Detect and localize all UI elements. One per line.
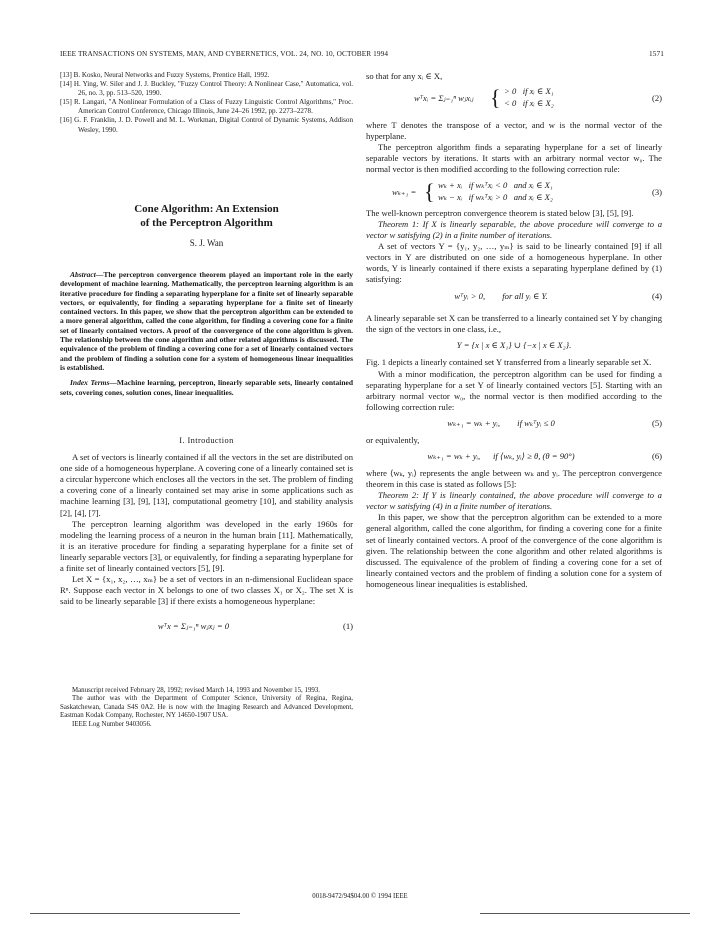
footnote-received: Manuscript received February 28, 1992; revised March 14, 1993 and November 15, 1993. <box>72 687 320 694</box>
reference-14: [14] H. Ying, W. Siler and J. J. Buckley, "Fuzzy Control Theory: A Nonlinear Case," Automatica, vol. 26, no. 3, pp. 513–520, 1990. <box>60 80 353 98</box>
abstract-label: Abstract— <box>70 270 104 279</box>
intro-paragraph-1: A set of vectors is linearly contained if all the vectors in the set are distributed on one side of a homogeneous hyperplane. A covering cone of a linearly contained set is a circular hypercone which encloses all the vectors in the set. The problem of finding a covering cone of a linearly contained set may arise in some applications such as machine learning [3], [9], [13], computational geometry [10], and stability analysis [2], [4], [7]. <box>60 452 353 518</box>
equation-4-number: (4) <box>651 291 662 302</box>
equation-4-body: wᵀyᵢ > 0, for all yᵢ ∈ Y. <box>454 291 548 302</box>
equation-2-left: wᵀxᵢ = Σⱼ₌₁ⁿ wⱼxᵢⱼ <box>414 93 474 104</box>
abstract-block <box>60 270 353 397</box>
equation-4 <box>366 285 662 309</box>
theorem-1-text: If X is linearly separable, the above procedure will converge to a vector w satisfying (2) in a finite number of iterations. <box>366 218 662 240</box>
paper-title-line-1: Cone Algorithm: An Extension <box>134 203 279 215</box>
paper-title-line-2: of the Perceptron Algorithm <box>140 216 273 229</box>
equation-3-brace: { <box>424 178 435 204</box>
right-paragraph-10: where ⟨wₖ, yᵢ⟩ represents the angle between wₖ and yᵢ. The perceptron convergence theorem in this case is stated as follows [5]: <box>366 467 662 490</box>
page-number: 1571 <box>649 49 664 58</box>
footnote-affiliation: The author was with the Department of Computer Science, University of Regina, Regina, Saskatchewan, Canada S4S 0A2. He is now with the Imaging Research and Advanced Development, Eastman Kodak Company, Rochester, NY 14650-1907 USA. <box>60 695 353 720</box>
equation-3-case-1: wₖ + xᵢ if wₖᵀxᵢ < 0 and xᵢ ∈ X₁ <box>438 179 553 190</box>
equation-2 <box>366 82 662 116</box>
theorem-2-label: Theorem 2: <box>378 490 420 501</box>
right-paragraph-11: In this paper, we show that the perceptron algorithm can be extended to a more general algorithm, called the cone algorithm, for finding a covering cone for a finite set of linearly contained vectors. A proof of the convergence of the cone algorithm is given. The relationship between the cone algorithm and other related algorithms is discussed. The equivalence of the problem of finding a covering cone for a set of linearly contained vectors and the problem of finding a solution cone for a system of homogeneous linear inequalities is established. <box>366 512 662 589</box>
right-paragraph-4: The well-known perceptron convergence theorem is stated below [3], [5], [9]. <box>366 207 634 218</box>
equation-y-body: Y = {x | x ∈ X₁} ∪ {−x | x ∈ X₂}. <box>456 340 572 351</box>
equation-6 <box>366 446 662 468</box>
right-paragraph-8: With a minor modification, the perceptron algorithm can be used for finding a separating hyperplane for a set Y of linearly contained vectors [5]. Starting with an arbitrary normal vector w₀, the normal vector is then modified according to the following correction rule: <box>366 368 662 412</box>
reference-15: [15] R. Langari, "A Nonlinear Formulation of a Class of Fuzzy Linguistic Control Algorithms," Proc. American Control Conference, Chicago Illinois, June 24–26 1992, pp. 2273–2278. <box>60 98 353 116</box>
right-paragraph-6: A linearly separable set X can be transferred to a linearly contained set Y by changing the sign of the vectors in one class, i.e., <box>366 313 662 335</box>
paper-author: S. J. Wan <box>189 238 224 248</box>
theorem-1-label: Theorem 1: <box>378 218 419 229</box>
equation-1-body: wᵀx = Σⱼ₌₁ⁿ wⱼxⱼ = 0 <box>157 621 230 632</box>
equation-2-number: (2) <box>651 93 662 104</box>
index-terms-label: Index Terms— <box>70 378 117 388</box>
index-terms-text: Machine learning, perceptron, linearly separable sets, linearly contained sets, covering cones, solution cones, linear inequalities. <box>60 378 354 397</box>
reference-16: [16] G. F. Franklin, J. D. Powell and M. L. Workman, Digital Control of Dynamic Systems, Addison Wesley, 1990. <box>60 116 353 134</box>
section-heading: I. Introduction <box>179 436 234 445</box>
intro-paragraph-2: The perceptron learning algorithm was developed in the early 1960s for modeling the learning process of a neuron in the human brain [11]. Mathematically, it is an iterative procedure for finding a separating hyperplane for a finite set of linearly separable vectors [3], or equivalently, for finding a separating hyperplane for a finite set of linearly contained vectors [5], [9]. <box>60 518 353 574</box>
right-column <box>366 71 662 590</box>
footnote-log-number: IEEE Log Number 9403056. <box>72 720 152 728</box>
abstract-text: The perceptron convergence theorem played an important role in the early development of machine learning. Mathematically, the perceptron learning algorithm is an iterative procedure for finding a separating hyperplane for a finite set of linearly separable vectors, or equivalently, for finding a separating hyperplane for a finite set of linearly contained vectors. In this paper, we show that the perceptron algorithm can be extended to a more general algorithm, called the cone algorithm, for finding a covering cone for a finite set of linearly contained vectors. A proof of the convergence of the cone algorithm is given. The relationship between the cone algorithm and other related algorithms is discussed. The equivalence of the problem of finding a covering cone for a set of linearly contained vectors and the problem of finding a solution cone for a system of homogeneous linear inequalities is established. <box>60 270 353 372</box>
equation-2-brace: { <box>490 85 501 111</box>
previous-references <box>60 71 353 135</box>
equation-3 <box>366 176 662 208</box>
right-paragraph-2: where T denotes the transpose of a vector, and w is the normal vector of the hyperplane. <box>366 120 662 142</box>
journal-title: IEEE TRANSACTIONS ON SYSTEMS, MAN, AND CYBERNETICS, VOL. 24, NO. 10, OCTOBER 1994 <box>60 49 389 58</box>
equation-3-number: (3) <box>651 186 662 197</box>
equation-y <box>366 335 662 357</box>
equation-3-left: wₖ₊₁ = <box>392 186 417 197</box>
right-paragraph-5: A set of vectors Y = {y₁, y₂, …, yₘ} is said to be linearly contained [9] if all vectors in Y are distributed on one side of a homogeneous hyperplane. In other words, Y is linearly contained if there exists a separating hyperplane defined by (1) satisfying: <box>366 240 662 285</box>
footer-rule-right <box>480 913 690 914</box>
index-terms <box>60 378 353 397</box>
equation-5 <box>366 413 662 435</box>
equation-1-number: (1) <box>342 621 353 632</box>
running-header <box>60 49 664 58</box>
paper-heading <box>60 203 353 249</box>
right-paragraph-1: so that for any xᵢ ∈ X, <box>366 71 443 81</box>
intro-paragraph-3: Let X = {x₁, x₂, …, xₘ} be a set of vectors in an n-dimensional Euclidean space Rⁿ. Suppose each vector in X belongs to one of two classes X₁ or X₂. The set X is said to be linearly separable [3] if there exists a homogeneous hyperplane: <box>60 574 353 607</box>
footer-rule-left <box>30 913 240 914</box>
theorem-1 <box>366 219 662 241</box>
equation-2-case-1: > 0 if xᵢ ∈ X₁ <box>504 86 554 97</box>
equation-6-body: wₖ₊₁ = wₖ + yᵢ, if ⟨wₖ, yᵢ⟩ ≥ θ, (θ = 90°) <box>427 450 575 461</box>
equation-1 <box>60 613 353 641</box>
equation-5-number: (5) <box>651 417 662 428</box>
equation-6-number: (6) <box>651 450 662 461</box>
introduction <box>60 435 353 641</box>
copyright-footer: 0018-9472/94$04.00 © 1994 IEEE <box>312 893 408 900</box>
abstract <box>60 270 353 372</box>
right-paragraph-7: Fig. 1 depicts a linearly contained set Y transferred from a linearly separable set X. <box>366 357 652 368</box>
reference-13: [13] B. Kosko, Neural Networks and Fuzzy Systems, Prentice Hall, 1992. <box>60 71 270 79</box>
footnotes <box>60 687 353 729</box>
equation-3-case-2: wₖ − xᵢ if wₖᵀxᵢ > 0 and xᵢ ∈ X₂ <box>438 191 553 202</box>
right-paragraph-9: or equivalently, <box>366 434 420 445</box>
theorem-2-text: If Y is linearly contained, the above procedure will converge to a vector w satisfying (4) in a finite number of iterations. <box>366 490 662 512</box>
right-paragraph-3: The perceptron algorithm finds a separating hyperplane for a set of linearly separable vectors by iterations. It starts with an arbitrary normal vector w₀. The normal vector is then modified according to the following correction rule: <box>366 142 662 175</box>
equation-2-case-2: < 0 if xᵢ ∈ X₂ <box>504 98 554 109</box>
theorem-2 <box>366 490 662 512</box>
equation-5-body: wₖ₊₁ = wₖ + yᵢ, if wₖᵀyᵢ ≤ 0 <box>447 417 555 428</box>
